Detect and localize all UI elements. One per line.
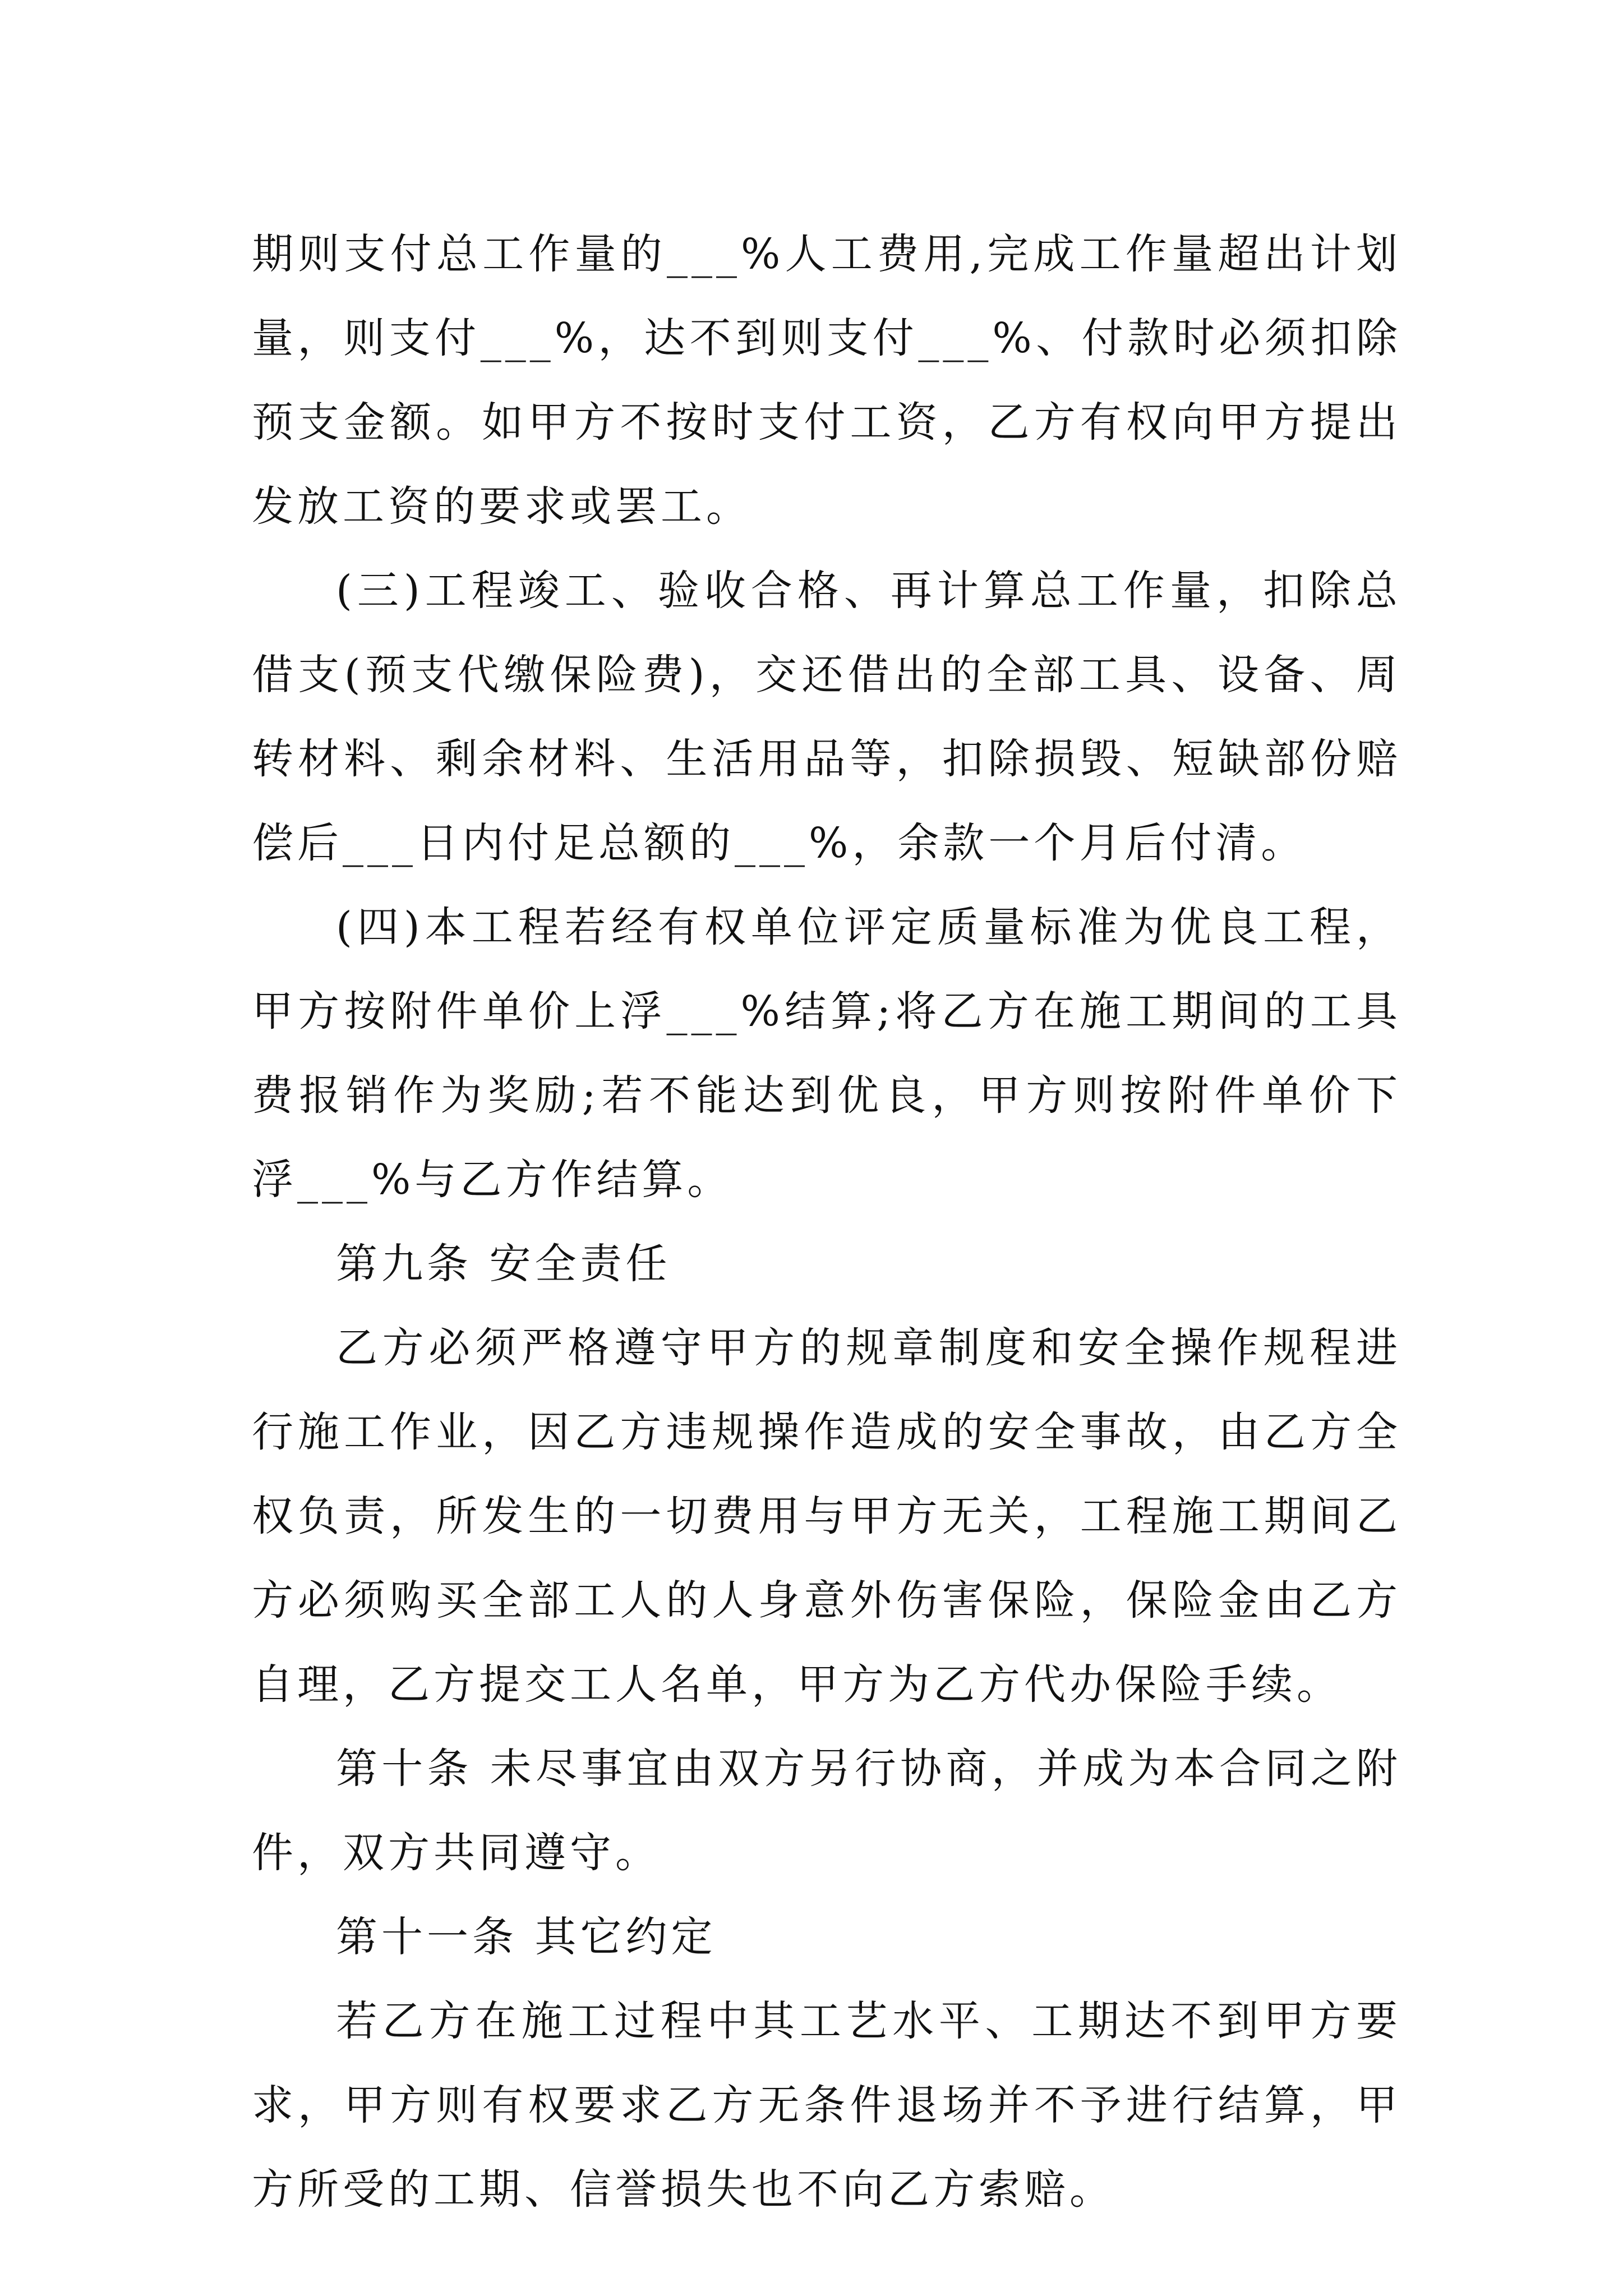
paragraph-clause-four: (四)本工程若经有权单位评定质量标准为优良工程，甲方按附件单价上浮___%结算;将乙方在施工期间的工具费报销作为奖励;若不能达到优良，甲方则按附件单价下浮___%与乙方作结算。 (252, 903, 1401, 1204)
section-heading-article-nine: 第九条 安全责任 (336, 1240, 671, 1288)
paragraph-clause-three: (三)工程竣工、验收合格、再计算总工作量，扣除总借支(预支代缴保险费)，交还借出的全部工具、设备、周转材料、剩余材料、生活用品等，扣除损毁、短缺部份赔偿后___日内付足总额的___%，余款一个月后付清。 (252, 567, 1401, 867)
paragraph-article-ten: 第十条 未尽事宜由双方另行协商，并成为本合同之附件，双方共同遵守。 (252, 1745, 1401, 1877)
paragraph-payment-terms: 期则支付总工作量的___%人工费用,完成工作量超出计划量，则支付___%，达不到则支付___%、付款时必须扣除预支金额。如甲方不按时支付工资，乙方有权向甲方提出发放工资的要求或罢工。 (252, 230, 1401, 531)
section-heading-article-eleven: 第十一条 其它约定 (336, 1913, 717, 1961)
document-body (252, 212, 1401, 2231)
paragraph-other-agreements: 若乙方在施工过程中其工艺水平、工期达不到甲方要求，甲方则有权要求乙方无条件退场并不予进行结算，甲方所受的工期、信誉损失也不向乙方索赔。 (252, 1997, 1401, 2214)
paragraph-safety-responsibility: 乙方必须严格遵守甲方的规章制度和安全操作规程进行施工作业，因乙方违规操作造成的安全事故，由乙方全权负责，所发生的一切费用与甲方无关，工程施工期间乙方必须购买全部工人的人身意外伤害保险，保险金由乙方自理，乙方提交工人名单，甲方为乙方代办保险手续。 (252, 1324, 1401, 1709)
